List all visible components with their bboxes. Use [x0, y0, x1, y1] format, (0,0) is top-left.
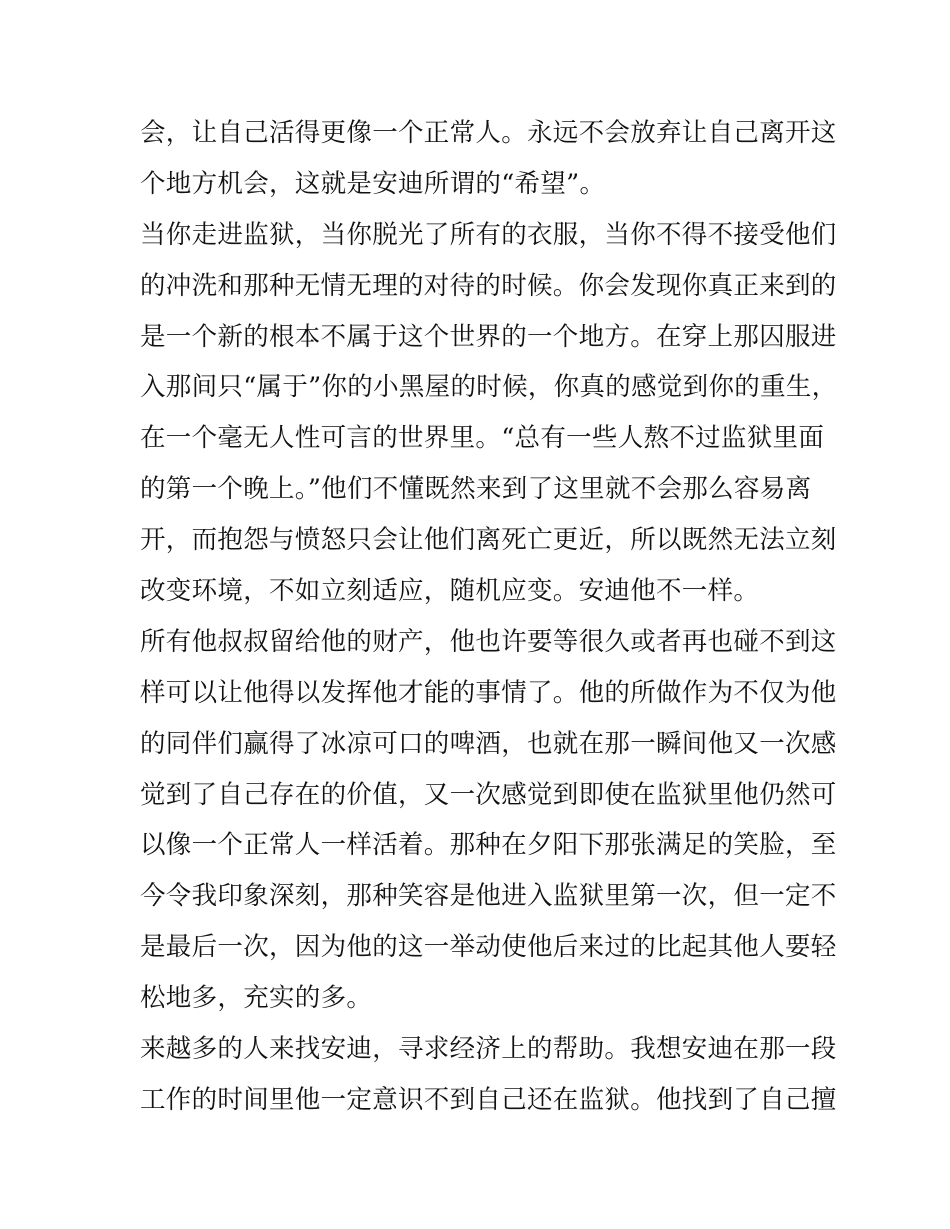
text-line: 入那间只“属于”你的小黑屋的时候，你真的感觉到你的重生， — [140, 372, 838, 403]
text-line: 所有他叔叔留给他的财产，他也许要等很久或者再也碰不到这 — [140, 626, 837, 657]
text-line: 是最后一次，因为他的这一举动使他后来过的比起其他人要轻 — [140, 932, 837, 963]
text-line: 松地多，充实的多。 — [140, 983, 373, 1014]
text-line: 开，而抱怨与愤怒只会让他们离死亡更近，所以既然无法立刻 — [140, 525, 837, 556]
text-line: 当你走进监狱，当你脱光了所有的衣服，当你不得不接受他们 — [140, 219, 837, 250]
text-line: 个地方机会，这就是安迪所谓的“希望”。 — [140, 168, 606, 199]
text-line: 的同伴们赢得了冰凉可口的啤酒，也就在那一瞬间他又一次感 — [140, 728, 837, 759]
text-line: 的第一个晚上。”他们不懂既然来到了这里就不会那么容易离 — [140, 474, 812, 505]
body-text — [140, 108, 838, 1126]
text-line: 以像一个正常人一样活着。那种在夕阳下那张满足的笑脸，至 — [140, 830, 837, 861]
text-line: 样可以让他得以发挥他才能的事情了。他的所做作为不仅为他 — [140, 677, 837, 708]
text-line: 是一个新的根本不属于这个世界的一个地方。在穿上那囚服进 — [140, 321, 837, 352]
text-line: 来越多的人来找安迪，寻求经济上的帮助。我想安迪在那一段 — [140, 1034, 837, 1065]
text-line: 的冲洗和那种无情无理的对待的时候。你会发现你真正来到的 — [140, 270, 837, 301]
text-line: 在一个毫无人性可言的世界里。“总有一些人熬不过监狱里面 — [140, 423, 825, 454]
text-line: 今令我印象深刻，那种笑容是他进入监狱里第一次，但一定不 — [140, 881, 837, 912]
text-line: 改变环境，不如立刻适应，随机应变。安迪他不一样。 — [140, 576, 760, 607]
text-line: 觉到了自己存在的价值，又一次感觉到即使在监狱里他仍然可 — [140, 779, 837, 810]
text-line: 工作的时间里他一定意识不到自己还在监狱。他找到了自己擅 — [140, 1084, 837, 1115]
text-line: 会，让自己活得更像一个正常人。永远不会放弃让自己离开这 — [140, 118, 837, 148]
